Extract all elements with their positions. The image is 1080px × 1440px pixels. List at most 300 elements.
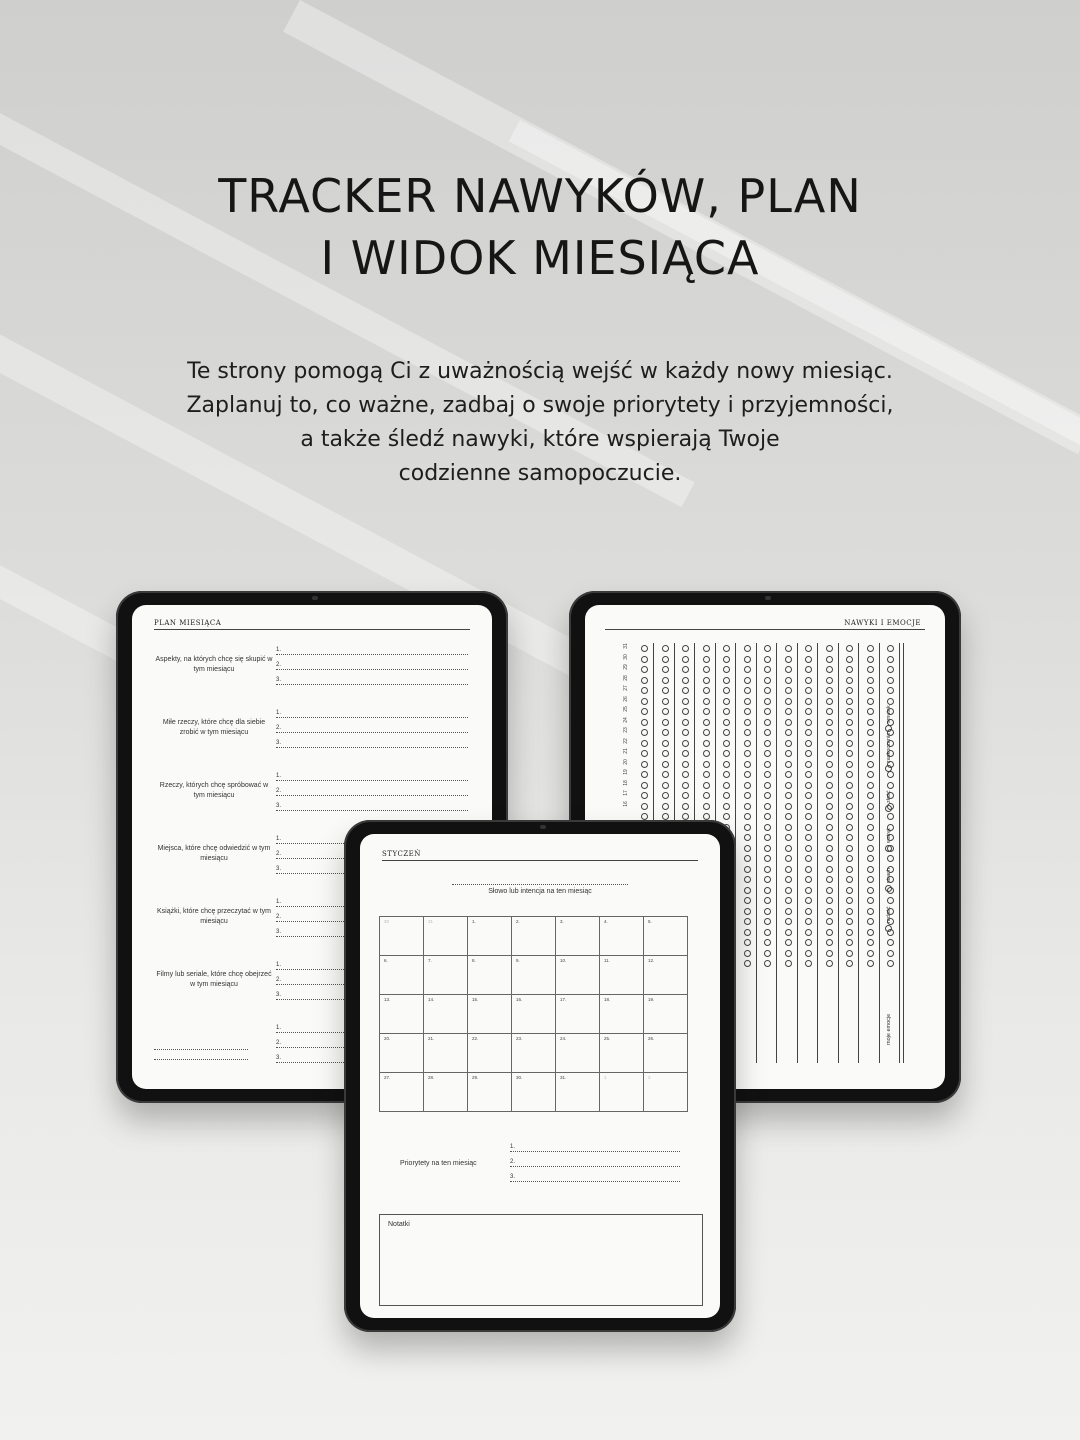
habit-circle[interactable] <box>867 939 874 946</box>
habit-circle[interactable] <box>785 929 792 936</box>
habit-circle[interactable] <box>805 666 812 673</box>
habit-circle[interactable] <box>826 803 833 810</box>
habit-circle[interactable] <box>764 771 771 778</box>
habit-circle[interactable] <box>826 677 833 684</box>
habit-circle[interactable] <box>846 803 853 810</box>
habit-circle[interactable] <box>867 845 874 852</box>
habit-circle[interactable] <box>887 960 894 967</box>
habit-circle[interactable] <box>846 939 853 946</box>
habit-circle[interactable] <box>846 645 853 652</box>
habit-circle[interactable] <box>744 740 751 747</box>
calendar-day[interactable]: 10. <box>556 956 600 995</box>
calendar-day[interactable]: 7. <box>424 956 468 995</box>
habit-circle[interactable] <box>744 677 751 684</box>
habit-circle[interactable] <box>641 750 648 757</box>
calendar-day[interactable]: 11. <box>600 956 644 995</box>
habit-circle[interactable] <box>662 740 669 747</box>
habit-circle[interactable] <box>805 645 812 652</box>
habit-circle[interactable] <box>826 782 833 789</box>
answer-line[interactable] <box>276 810 468 811</box>
emotion-circle[interactable] <box>885 765 892 772</box>
answer-line[interactable] <box>276 732 468 733</box>
habit-circle[interactable] <box>867 918 874 925</box>
habit-circle[interactable] <box>744 656 751 663</box>
habit-circle[interactable] <box>723 656 730 663</box>
habit-circle[interactable] <box>764 708 771 715</box>
habit-circle[interactable] <box>744 834 751 841</box>
habit-circle[interactable] <box>846 740 853 747</box>
habit-circle[interactable] <box>703 719 710 726</box>
habit-circle[interactable] <box>764 656 771 663</box>
habit-circle[interactable] <box>641 813 648 820</box>
habit-circle[interactable] <box>744 887 751 894</box>
habit-circle[interactable] <box>785 950 792 957</box>
habit-circle[interactable] <box>764 687 771 694</box>
habit-circle[interactable] <box>846 687 853 694</box>
habit-circle[interactable] <box>723 750 730 757</box>
habit-circle[interactable] <box>703 656 710 663</box>
habit-circle[interactable] <box>744 939 751 946</box>
habit-circle[interactable] <box>764 740 771 747</box>
habit-circle[interactable] <box>764 939 771 946</box>
calendar-day[interactable]: 1. <box>468 917 512 956</box>
habit-circle[interactable] <box>785 792 792 799</box>
habit-circle[interactable] <box>867 740 874 747</box>
emotion-circle[interactable] <box>885 925 892 932</box>
habit-circle[interactable] <box>764 761 771 768</box>
habit-circle[interactable] <box>805 792 812 799</box>
habit-circle[interactable] <box>846 918 853 925</box>
habit-circle[interactable] <box>764 929 771 936</box>
habit-circle[interactable] <box>744 897 751 904</box>
habit-circle[interactable] <box>662 782 669 789</box>
habit-circle[interactable] <box>641 687 648 694</box>
habit-circle[interactable] <box>744 761 751 768</box>
habit-circle[interactable] <box>846 782 853 789</box>
calendar-day[interactable]: 6. <box>380 956 424 995</box>
habit-circle[interactable] <box>826 708 833 715</box>
habit-circle[interactable] <box>703 698 710 705</box>
habit-circle[interactable] <box>682 792 689 799</box>
habit-circle[interactable] <box>805 708 812 715</box>
blank-question-line[interactable] <box>154 1049 248 1050</box>
habit-circle[interactable] <box>846 855 853 862</box>
habit-circle[interactable] <box>703 750 710 757</box>
habit-circle[interactable] <box>682 677 689 684</box>
habit-circle[interactable] <box>805 813 812 820</box>
habit-circle[interactable] <box>682 729 689 736</box>
answer-line[interactable] <box>276 717 468 718</box>
habit-circle[interactable] <box>744 845 751 852</box>
priority-line[interactable] <box>510 1151 680 1152</box>
habit-circle[interactable] <box>764 866 771 873</box>
habit-circle[interactable] <box>805 855 812 862</box>
habit-circle[interactable] <box>785 866 792 873</box>
habit-circle[interactable] <box>846 950 853 957</box>
habit-circle[interactable] <box>682 782 689 789</box>
habit-circle[interactable] <box>744 771 751 778</box>
habit-circle[interactable] <box>826 950 833 957</box>
habit-circle[interactable] <box>867 645 874 652</box>
calendar-day[interactable]: 21. <box>424 1034 468 1073</box>
habit-circle[interactable] <box>744 698 751 705</box>
habit-circle[interactable] <box>641 792 648 799</box>
habit-circle[interactable] <box>867 960 874 967</box>
calendar-day[interactable]: 3. <box>556 917 600 956</box>
calendar-day[interactable]: 24. <box>556 1034 600 1073</box>
habit-circle[interactable] <box>764 813 771 820</box>
habit-circle[interactable] <box>662 803 669 810</box>
habit-circle[interactable] <box>805 729 812 736</box>
habit-circle[interactable] <box>764 960 771 967</box>
habit-circle[interactable] <box>846 845 853 852</box>
habit-circle[interactable] <box>846 960 853 967</box>
habit-circle[interactable] <box>785 698 792 705</box>
habit-circle[interactable] <box>764 803 771 810</box>
habit-circle[interactable] <box>826 866 833 873</box>
habit-circle[interactable] <box>764 666 771 673</box>
calendar-day[interactable]: 14. <box>424 995 468 1034</box>
habit-circle[interactable] <box>764 855 771 862</box>
notes-box[interactable] <box>379 1214 703 1306</box>
habit-circle[interactable] <box>785 687 792 694</box>
habit-circle[interactable] <box>682 645 689 652</box>
habit-circle[interactable] <box>867 771 874 778</box>
habit-circle[interactable] <box>826 813 833 820</box>
habit-circle[interactable] <box>805 939 812 946</box>
habit-circle[interactable] <box>805 761 812 768</box>
habit-circle[interactable] <box>682 813 689 820</box>
habit-circle[interactable] <box>805 866 812 873</box>
habit-circle[interactable] <box>703 708 710 715</box>
habit-circle[interactable] <box>703 771 710 778</box>
habit-circle[interactable] <box>764 729 771 736</box>
habit-circle[interactable] <box>867 929 874 936</box>
habit-circle[interactable] <box>846 897 853 904</box>
habit-circle[interactable] <box>867 677 874 684</box>
habit-circle[interactable] <box>805 656 812 663</box>
habit-circle[interactable] <box>826 918 833 925</box>
habit-circle[interactable] <box>805 950 812 957</box>
answer-line[interactable] <box>276 747 468 748</box>
habit-circle[interactable] <box>641 782 648 789</box>
habit-circle[interactable] <box>744 687 751 694</box>
habit-circle[interactable] <box>826 740 833 747</box>
habit-circle[interactable] <box>764 645 771 652</box>
habit-circle[interactable] <box>744 750 751 757</box>
habit-circle[interactable] <box>805 803 812 810</box>
calendar-day[interactable]: 2 <box>644 1073 688 1112</box>
habit-circle[interactable] <box>826 908 833 915</box>
habit-circle[interactable] <box>744 719 751 726</box>
habit-circle[interactable] <box>764 782 771 789</box>
calendar-day[interactable]: 30 <box>380 917 424 956</box>
habit-circle[interactable] <box>703 666 710 673</box>
habit-circle[interactable] <box>826 687 833 694</box>
habit-circle[interactable] <box>846 929 853 936</box>
habit-circle[interactable] <box>785 803 792 810</box>
habit-circle[interactable] <box>723 803 730 810</box>
habit-circle[interactable] <box>867 656 874 663</box>
habit-circle[interactable] <box>682 687 689 694</box>
habit-circle[interactable] <box>662 698 669 705</box>
habit-circle[interactable] <box>785 939 792 946</box>
habit-circle[interactable] <box>662 750 669 757</box>
habit-circle[interactable] <box>723 782 730 789</box>
habit-circle[interactable] <box>764 887 771 894</box>
habit-circle[interactable] <box>662 729 669 736</box>
habit-circle[interactable] <box>764 824 771 831</box>
answer-line[interactable] <box>276 684 468 685</box>
answer-line[interactable] <box>276 669 468 670</box>
habit-circle[interactable] <box>764 677 771 684</box>
answer-line[interactable] <box>276 780 468 781</box>
habit-circle[interactable] <box>846 666 853 673</box>
calendar-day[interactable]: 15. <box>468 995 512 1034</box>
habit-circle[interactable] <box>703 803 710 810</box>
habit-circle[interactable] <box>785 960 792 967</box>
habit-circle[interactable] <box>723 708 730 715</box>
habit-circle[interactable] <box>785 771 792 778</box>
habit-circle[interactable] <box>682 771 689 778</box>
calendar-day[interactable]: 29. <box>468 1073 512 1112</box>
habit-circle[interactable] <box>662 708 669 715</box>
habit-circle[interactable] <box>785 708 792 715</box>
habit-circle[interactable] <box>846 750 853 757</box>
habit-circle[interactable] <box>846 824 853 831</box>
habit-circle[interactable] <box>723 687 730 694</box>
calendar-day[interactable]: 28. <box>424 1073 468 1112</box>
habit-circle[interactable] <box>744 645 751 652</box>
habit-circle[interactable] <box>805 876 812 883</box>
calendar-day[interactable]: 23. <box>512 1034 556 1073</box>
habit-circle[interactable] <box>867 950 874 957</box>
habit-circle[interactable] <box>867 908 874 915</box>
habit-circle[interactable] <box>887 897 894 904</box>
habit-circle[interactable] <box>887 698 894 705</box>
habit-circle[interactable] <box>805 677 812 684</box>
calendar-day[interactable]: 2. <box>512 917 556 956</box>
habit-circle[interactable] <box>682 761 689 768</box>
habit-circle[interactable] <box>805 834 812 841</box>
habit-circle[interactable] <box>764 719 771 726</box>
habit-circle[interactable] <box>846 656 853 663</box>
calendar-day[interactable]: 31 <box>424 917 468 956</box>
habit-circle[interactable] <box>887 782 894 789</box>
calendar-day[interactable]: 19. <box>644 995 688 1034</box>
habit-circle[interactable] <box>846 834 853 841</box>
habit-circle[interactable] <box>744 813 751 820</box>
habit-circle[interactable] <box>826 771 833 778</box>
habit-circle[interactable] <box>764 792 771 799</box>
answer-line[interactable] <box>276 654 468 655</box>
habit-circle[interactable] <box>662 666 669 673</box>
habit-circle[interactable] <box>744 866 751 873</box>
habit-circle[interactable] <box>662 813 669 820</box>
calendar-day[interactable]: 4. <box>600 917 644 956</box>
habit-circle[interactable] <box>764 876 771 883</box>
habit-circle[interactable] <box>662 771 669 778</box>
habit-circle[interactable] <box>826 729 833 736</box>
habit-circle[interactable] <box>805 719 812 726</box>
habit-circle[interactable] <box>764 845 771 852</box>
habit-circle[interactable] <box>846 771 853 778</box>
habit-circle[interactable] <box>785 740 792 747</box>
habit-circle[interactable] <box>785 666 792 673</box>
habit-circle[interactable] <box>805 918 812 925</box>
habit-circle[interactable] <box>887 666 894 673</box>
habit-circle[interactable] <box>785 782 792 789</box>
habit-circle[interactable] <box>785 876 792 883</box>
habit-circle[interactable] <box>805 908 812 915</box>
emotion-circle[interactable] <box>885 725 892 732</box>
habit-circle[interactable] <box>703 677 710 684</box>
habit-circle[interactable] <box>641 729 648 736</box>
habit-circle[interactable] <box>826 645 833 652</box>
priority-line[interactable] <box>510 1181 680 1182</box>
habit-circle[interactable] <box>764 750 771 757</box>
habit-circle[interactable] <box>641 771 648 778</box>
habit-circle[interactable] <box>826 929 833 936</box>
habit-circle[interactable] <box>846 708 853 715</box>
habit-circle[interactable] <box>662 761 669 768</box>
calendar-day[interactable]: 30. <box>512 1073 556 1112</box>
habit-circle[interactable] <box>805 687 812 694</box>
habit-circle[interactable] <box>826 897 833 904</box>
habit-circle[interactable] <box>662 656 669 663</box>
habit-circle[interactable] <box>846 866 853 873</box>
habit-circle[interactable] <box>867 803 874 810</box>
habit-circle[interactable] <box>744 729 751 736</box>
habit-circle[interactable] <box>826 698 833 705</box>
habit-circle[interactable] <box>744 708 751 715</box>
habit-circle[interactable] <box>846 887 853 894</box>
habit-circle[interactable] <box>805 698 812 705</box>
habit-circle[interactable] <box>887 687 894 694</box>
habit-circle[interactable] <box>785 855 792 862</box>
habit-circle[interactable] <box>805 887 812 894</box>
calendar-day[interactable]: 27. <box>380 1073 424 1112</box>
habit-circle[interactable] <box>867 698 874 705</box>
habit-circle[interactable] <box>846 719 853 726</box>
habit-circle[interactable] <box>785 645 792 652</box>
habit-circle[interactable] <box>826 876 833 883</box>
habit-circle[interactable] <box>723 719 730 726</box>
habit-circle[interactable] <box>805 771 812 778</box>
habit-circle[interactable] <box>805 740 812 747</box>
habit-circle[interactable] <box>805 782 812 789</box>
habit-circle[interactable] <box>682 698 689 705</box>
calendar-day[interactable]: 26. <box>644 1034 688 1073</box>
habit-circle[interactable] <box>682 803 689 810</box>
habit-circle[interactable] <box>723 813 730 820</box>
habit-circle[interactable] <box>662 719 669 726</box>
calendar-day[interactable]: 12. <box>644 956 688 995</box>
calendar-day[interactable]: 22. <box>468 1034 512 1073</box>
habit-circle[interactable] <box>805 824 812 831</box>
habit-circle[interactable] <box>682 666 689 673</box>
habit-circle[interactable] <box>785 750 792 757</box>
habit-circle[interactable] <box>805 960 812 967</box>
habit-circle[interactable] <box>682 708 689 715</box>
habit-circle[interactable] <box>826 750 833 757</box>
habit-circle[interactable] <box>703 792 710 799</box>
habit-circle[interactable] <box>805 929 812 936</box>
habit-circle[interactable] <box>867 719 874 726</box>
habit-circle[interactable] <box>641 645 648 652</box>
habit-circle[interactable] <box>641 708 648 715</box>
habit-circle[interactable] <box>887 656 894 663</box>
habit-circle[interactable] <box>662 792 669 799</box>
habit-circle[interactable] <box>846 908 853 915</box>
calendar-day[interactable]: 16. <box>512 995 556 1034</box>
habit-circle[interactable] <box>887 855 894 862</box>
habit-circle[interactable] <box>744 876 751 883</box>
habit-circle[interactable] <box>723 666 730 673</box>
habit-circle[interactable] <box>662 645 669 652</box>
habit-circle[interactable] <box>826 887 833 894</box>
calendar-day[interactable]: 17. <box>556 995 600 1034</box>
habit-circle[interactable] <box>867 750 874 757</box>
habit-circle[interactable] <box>867 666 874 673</box>
habit-circle[interactable] <box>867 866 874 873</box>
habit-circle[interactable] <box>641 656 648 663</box>
habit-circle[interactable] <box>785 656 792 663</box>
habit-circle[interactable] <box>805 845 812 852</box>
habit-circle[interactable] <box>723 761 730 768</box>
habit-circle[interactable] <box>703 729 710 736</box>
habit-circle[interactable] <box>826 960 833 967</box>
habit-circle[interactable] <box>744 666 751 673</box>
blank-question-line[interactable] <box>154 1059 248 1060</box>
habit-circle[interactable] <box>723 740 730 747</box>
habit-circle[interactable] <box>682 750 689 757</box>
habit-circle[interactable] <box>641 803 648 810</box>
calendar-day[interactable]: 1 <box>600 1073 644 1112</box>
habit-circle[interactable] <box>764 918 771 925</box>
calendar-day[interactable]: 5. <box>644 917 688 956</box>
habit-circle[interactable] <box>744 918 751 925</box>
habit-circle[interactable] <box>764 897 771 904</box>
habit-circle[interactable] <box>723 729 730 736</box>
habit-circle[interactable] <box>785 729 792 736</box>
habit-circle[interactable] <box>703 813 710 820</box>
habit-circle[interactable] <box>744 908 751 915</box>
habit-circle[interactable] <box>703 645 710 652</box>
emotion-circle[interactable] <box>885 805 892 812</box>
habit-circle[interactable] <box>764 698 771 705</box>
habit-circle[interactable] <box>764 950 771 957</box>
habit-circle[interactable] <box>764 834 771 841</box>
habit-circle[interactable] <box>846 698 853 705</box>
habit-circle[interactable] <box>785 845 792 852</box>
habit-circle[interactable] <box>723 698 730 705</box>
habit-circle[interactable] <box>744 803 751 810</box>
habit-circle[interactable] <box>846 813 853 820</box>
habit-circle[interactable] <box>887 677 894 684</box>
habit-circle[interactable] <box>641 666 648 673</box>
habit-circle[interactable] <box>826 834 833 841</box>
habit-circle[interactable] <box>744 792 751 799</box>
calendar-day[interactable]: 31. <box>556 1073 600 1112</box>
habit-circle[interactable] <box>887 939 894 946</box>
habit-circle[interactable] <box>682 656 689 663</box>
habit-circle[interactable] <box>703 782 710 789</box>
calendar-day[interactable]: 18. <box>600 995 644 1034</box>
habit-circle[interactable] <box>887 813 894 820</box>
habit-circle[interactable] <box>826 845 833 852</box>
calendar-day[interactable]: 9. <box>512 956 556 995</box>
